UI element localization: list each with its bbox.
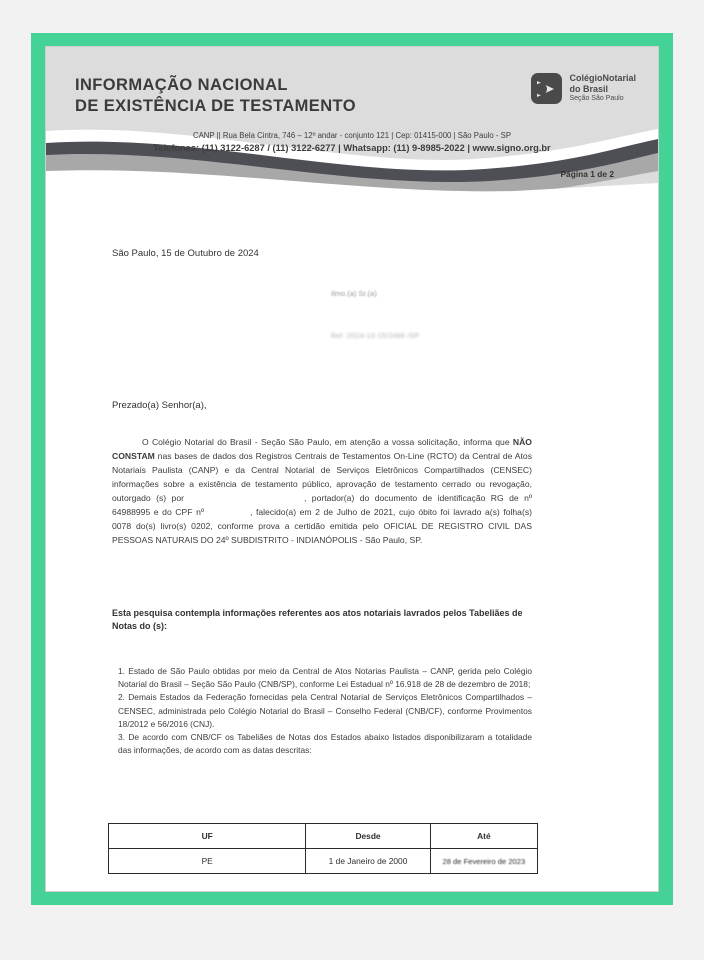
document-footer (46, 130, 658, 155)
document-page (45, 46, 659, 892)
page-title-line1: INFORMAÇÃO NACIONAL (75, 76, 288, 94)
column-header-desde: Desde (306, 824, 430, 849)
paragraph-part-3: , portador(a) do documento de identificação RG de nº 64988995 e do CPF nº (112, 493, 533, 517)
paragraph-part-1: O Colégio Notarial do Brasil - Seção São Paulo, em atenção a vossa solicitação, informa que (142, 437, 513, 447)
table-row (109, 849, 538, 874)
reference-line: Ref.:2024-10-15/2466 /SP (331, 333, 420, 340)
addressee-line: Ilmo.(a) Sr.(a) (331, 289, 377, 298)
paragraph-part-2: nas bases de dados dos Registros Centrais de Testamentos On-Line (RCTO) da Central de Atos Notariais Paulista (CANP) e da Central Notarial de Serviços Eletrônicos Compartilhados (CENSEC) informações sobre a existência de testamento público, aprovação de testamento cerrado ou revogação, outorgado (s) por (112, 451, 532, 503)
date-line: São Paulo, 15 de Outubro de 2024 (112, 248, 259, 259)
list-item: 1. Estado de São Paulo obtidas por meio da Central de Atos Notarias Paulista – CANP, gerida pelo Colégio Notarial do Brasil – Seção São Paulo (CNB/SP), conforme Lei Estadual nº 16.918 de 28 de dezembro de 2018; (118, 666, 532, 690)
footer-address: CANP || Rua Bela Cintra, 746 – 12º andar - conjunto 121 | Cep: 01415-000 | São Paulo - SP (192, 131, 512, 140)
sources-list (118, 665, 532, 757)
logo-text (569, 73, 636, 105)
logo-line-1: ColégioNotarial (569, 73, 636, 83)
table-header-row (109, 824, 538, 849)
cell-desde: 1 de Janeiro de 2000 (306, 849, 430, 874)
main-paragraph (112, 435, 532, 547)
page-title (75, 75, 356, 117)
footer-contacts: Telefones: (11) 3122-6287 / (11) 3122-6277 | Whatsapp: (11) 9-8985-2022 | www.signo.org.br (153, 143, 551, 153)
page-number: Página 1 de 2 (560, 169, 614, 179)
cell-ate: 28 de Fevereiro de 2023 (430, 849, 537, 874)
paragraph-part-4: , falecido(a) em 2 de Julho de 2021, cujo óbito foi lavrado a(s) folha(s) 0078 do(s) livro(s) 0202, conforme prova a certidão emitida pelo OFICIAL DE REGISTRO CIVIL DAS PESSOAS NATURAIS DO 24º SUBDISTRITO - INDIANÓPOLIS - São Paulo, SP. (112, 507, 532, 545)
column-header-ate: Até (430, 824, 537, 849)
notary-diamond-icon (531, 73, 562, 104)
greeting-line: Prezado(a) Senhor(a), (112, 400, 207, 411)
organization-logo (531, 73, 636, 105)
cell-uf: PE (109, 849, 306, 874)
states-table (108, 823, 538, 874)
list-item: 3. De acordo com CNB/CF os Tabeliães de Notas dos Estados abaixo listados disponibilizaram a totalidade das informações, de acordo com as datas descritas: (118, 732, 532, 756)
list-item: 2. Demais Estados da Federação fornecidas pela Central Notarial de Serviços Eletrônicos Compartilhados – CENSEC, administrada pelo Colégio Notarial do Brasil – Conselho Federal (CNB/CF), conforme Provimentos 18/2012 e 56/2016 (CNJ). (118, 692, 532, 729)
column-header-uf: UF (109, 824, 306, 849)
logo-line-3: Seção São Paulo (569, 95, 624, 102)
section-note: Esta pesquisa contempla informações referentes aos atos notariais lavrados pelos Tabeliães de Notas do (s): (112, 608, 523, 631)
page-title-line2: DE EXISTÊNCIA DE TESTAMENTO (75, 97, 356, 115)
paragraph-emphasis: NÃO CONSTAM (112, 437, 532, 461)
document-viewer-frame (31, 33, 673, 905)
logo-line-2: do Brasil (569, 83, 608, 94)
